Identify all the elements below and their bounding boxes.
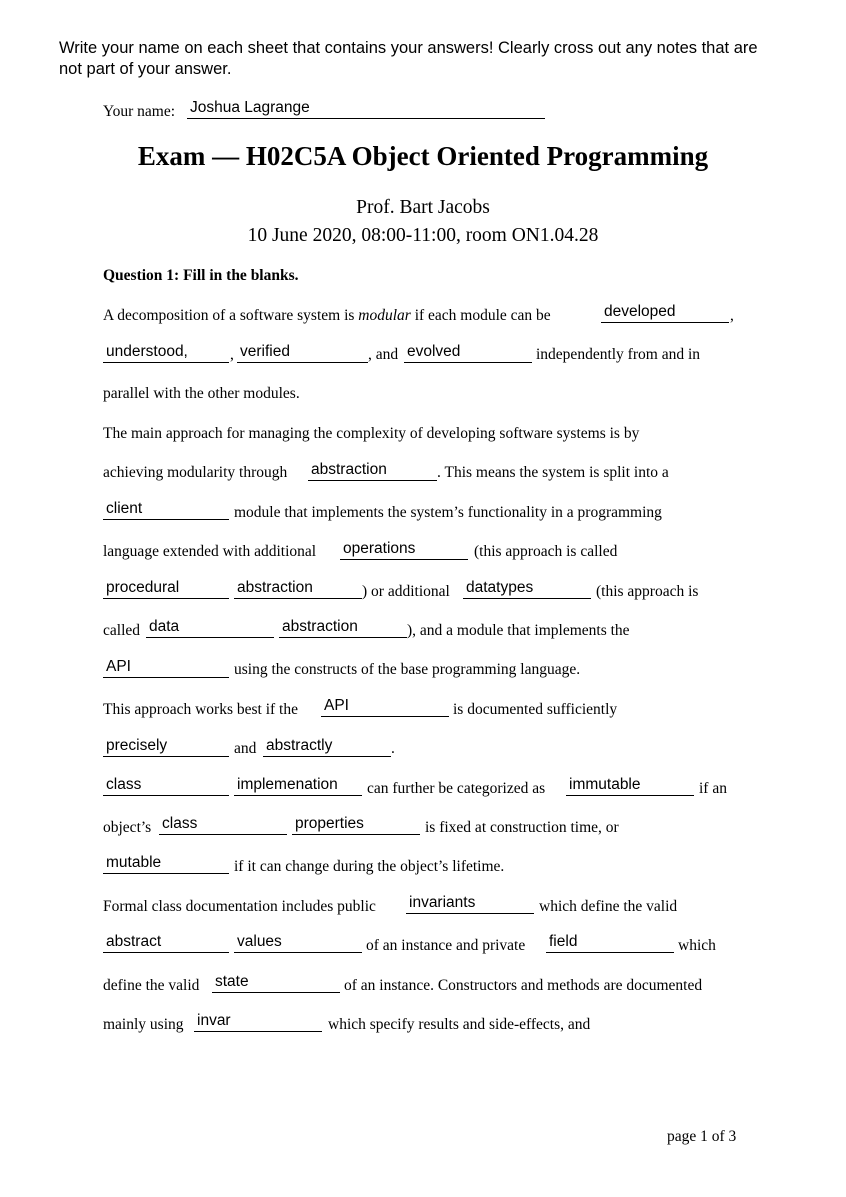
answer-text: datatypes — [466, 579, 534, 596]
text-segment: independently from and in — [536, 346, 700, 363]
answer-text: mutable — [106, 854, 162, 871]
answer-text: invariants — [409, 894, 476, 911]
text-segment: . — [391, 740, 395, 757]
exam-title: Exam — H02C5A Object Oriented Programming — [137, 141, 709, 171]
text-segment: is documented sufficiently — [453, 701, 618, 718]
answer-text: invar — [197, 1012, 231, 1029]
text-segment: is fixed at construction time, or — [425, 819, 619, 836]
answer-blank[interactable] — [234, 777, 362, 796]
text-segment: object’s — [103, 819, 152, 836]
answer-blank[interactable] — [263, 738, 391, 757]
text-segment: Formal class documentation includes public — [103, 898, 376, 915]
text-segment: can further be categorized as — [367, 780, 546, 797]
answer-text: API — [106, 658, 131, 675]
text-segment: language extended with additional — [103, 543, 317, 560]
name-field[interactable] — [187, 100, 545, 119]
name-label: Your name: — [103, 103, 176, 120]
answer-blank[interactable] — [237, 344, 368, 363]
answer-text: verified — [240, 343, 290, 360]
answer-text: abstractly — [266, 737, 333, 754]
answer-blank[interactable] — [103, 738, 229, 757]
answer-blank[interactable] — [194, 1013, 322, 1032]
text-segment: A decomposition of a software system is — [103, 307, 355, 324]
answer-blank[interactable] — [234, 934, 362, 953]
text-segment: if it can change during the object’s lifetime. — [234, 858, 505, 875]
answer-blank[interactable] — [463, 580, 591, 599]
text-emphasis: modular — [358, 307, 411, 324]
answer-text: class — [106, 776, 142, 793]
text-segment: . This means the system is split into a — [437, 464, 669, 481]
answer-text: understood, — [106, 343, 188, 360]
text-segment: if each module can be — [414, 307, 551, 324]
text-segment: This approach works best if the — [103, 701, 298, 718]
text-segment: of an instance. Constructors and methods are documented — [344, 977, 703, 994]
date-room: 10 June 2020, 08:00-11:00, room ON1.04.28 — [247, 225, 599, 246]
text-segment: mainly using — [103, 1016, 184, 1033]
text-segment: , — [230, 346, 234, 363]
answer-text: properties — [295, 815, 364, 832]
text-segment: (this approach is — [596, 583, 699, 600]
answer-text: API — [324, 697, 349, 714]
answer-blank[interactable] — [566, 777, 694, 796]
answer-blank[interactable] — [146, 619, 274, 638]
answer-text: client — [106, 500, 143, 517]
text-segment: The main approach for managing the complexity of developing software systems is by — [103, 425, 640, 442]
text-segment: , and — [368, 346, 399, 363]
text-segment: which — [678, 937, 716, 954]
text-segment: ), and a module that implements the — [407, 622, 630, 639]
answer-blank[interactable] — [103, 580, 229, 599]
name-value: Joshua Lagrange — [190, 99, 310, 116]
header-notice-line2: not part of your answer. — [59, 59, 232, 78]
answer-blank[interactable] — [159, 816, 287, 835]
answer-blank[interactable] — [212, 974, 340, 993]
question-heading: Question 1: Fill in the blanks. — [103, 267, 299, 284]
text-segment: , — [730, 307, 734, 324]
header-notice-line1: Write your name on each sheet that contains your answers! Clearly cross out any notes that are — [59, 39, 758, 57]
answer-text: immutable — [569, 776, 641, 793]
answer-blank[interactable] — [103, 777, 229, 796]
answer-text: data — [149, 618, 180, 635]
answer-text: abstraction — [282, 618, 358, 635]
text-segment: ) or additional — [362, 583, 450, 600]
answer-blank[interactable] — [234, 580, 362, 599]
text-segment: called — [103, 622, 141, 639]
answer-blank[interactable] — [546, 934, 674, 953]
answer-blank[interactable] — [406, 895, 534, 914]
answer-text: abstraction — [237, 579, 313, 596]
header-notice — [59, 38, 758, 79]
answer-blank[interactable] — [103, 934, 229, 953]
answer-blank[interactable] — [103, 501, 229, 520]
answer-blank[interactable] — [340, 541, 468, 560]
answer-text: field — [549, 933, 578, 950]
answer-text: abstraction — [311, 461, 387, 478]
text-segment: define the valid — [103, 977, 200, 994]
page-number: page 1 of 3 — [667, 1128, 737, 1145]
answer-text: abstract — [106, 933, 162, 950]
answer-text: class — [162, 815, 198, 832]
text-segment: if an — [699, 780, 727, 797]
text-segment: achieving modularity through — [103, 464, 288, 481]
text-segment: of an instance and private — [366, 937, 526, 954]
professor: Prof. Bart Jacobs — [356, 197, 490, 218]
answer-text: procedural — [106, 579, 180, 596]
answer-blank[interactable] — [601, 304, 729, 323]
answer-blank[interactable] — [321, 698, 449, 717]
text-segment: module that implements the system’s functionality in a programming — [234, 504, 662, 521]
answer-text: operations — [343, 540, 416, 557]
text-segment: parallel with the other modules. — [103, 385, 300, 402]
text-segment: and — [234, 740, 257, 757]
answer-blank[interactable] — [103, 344, 229, 363]
text-line — [103, 307, 551, 325]
answer-text: implemenation — [237, 776, 338, 793]
answer-blank[interactable] — [404, 344, 532, 363]
text-segment: which define the valid — [539, 898, 678, 915]
answer-text: evolved — [407, 343, 461, 360]
text-segment: which specify results and side-effects, and — [328, 1016, 591, 1033]
text-segment: (this approach is called — [474, 543, 618, 560]
answer-blank[interactable] — [103, 855, 229, 874]
answer-text: values — [237, 933, 282, 950]
answer-blank[interactable] — [292, 816, 420, 835]
answer-text: developed — [604, 303, 676, 320]
answer-blank[interactable] — [103, 659, 229, 678]
text-segment: using the constructs of the base programming language. — [234, 661, 581, 678]
answer-text: state — [215, 973, 249, 990]
answer-text: precisely — [106, 737, 168, 754]
answer-blank[interactable] — [279, 619, 407, 638]
answer-blank[interactable] — [308, 462, 437, 481]
